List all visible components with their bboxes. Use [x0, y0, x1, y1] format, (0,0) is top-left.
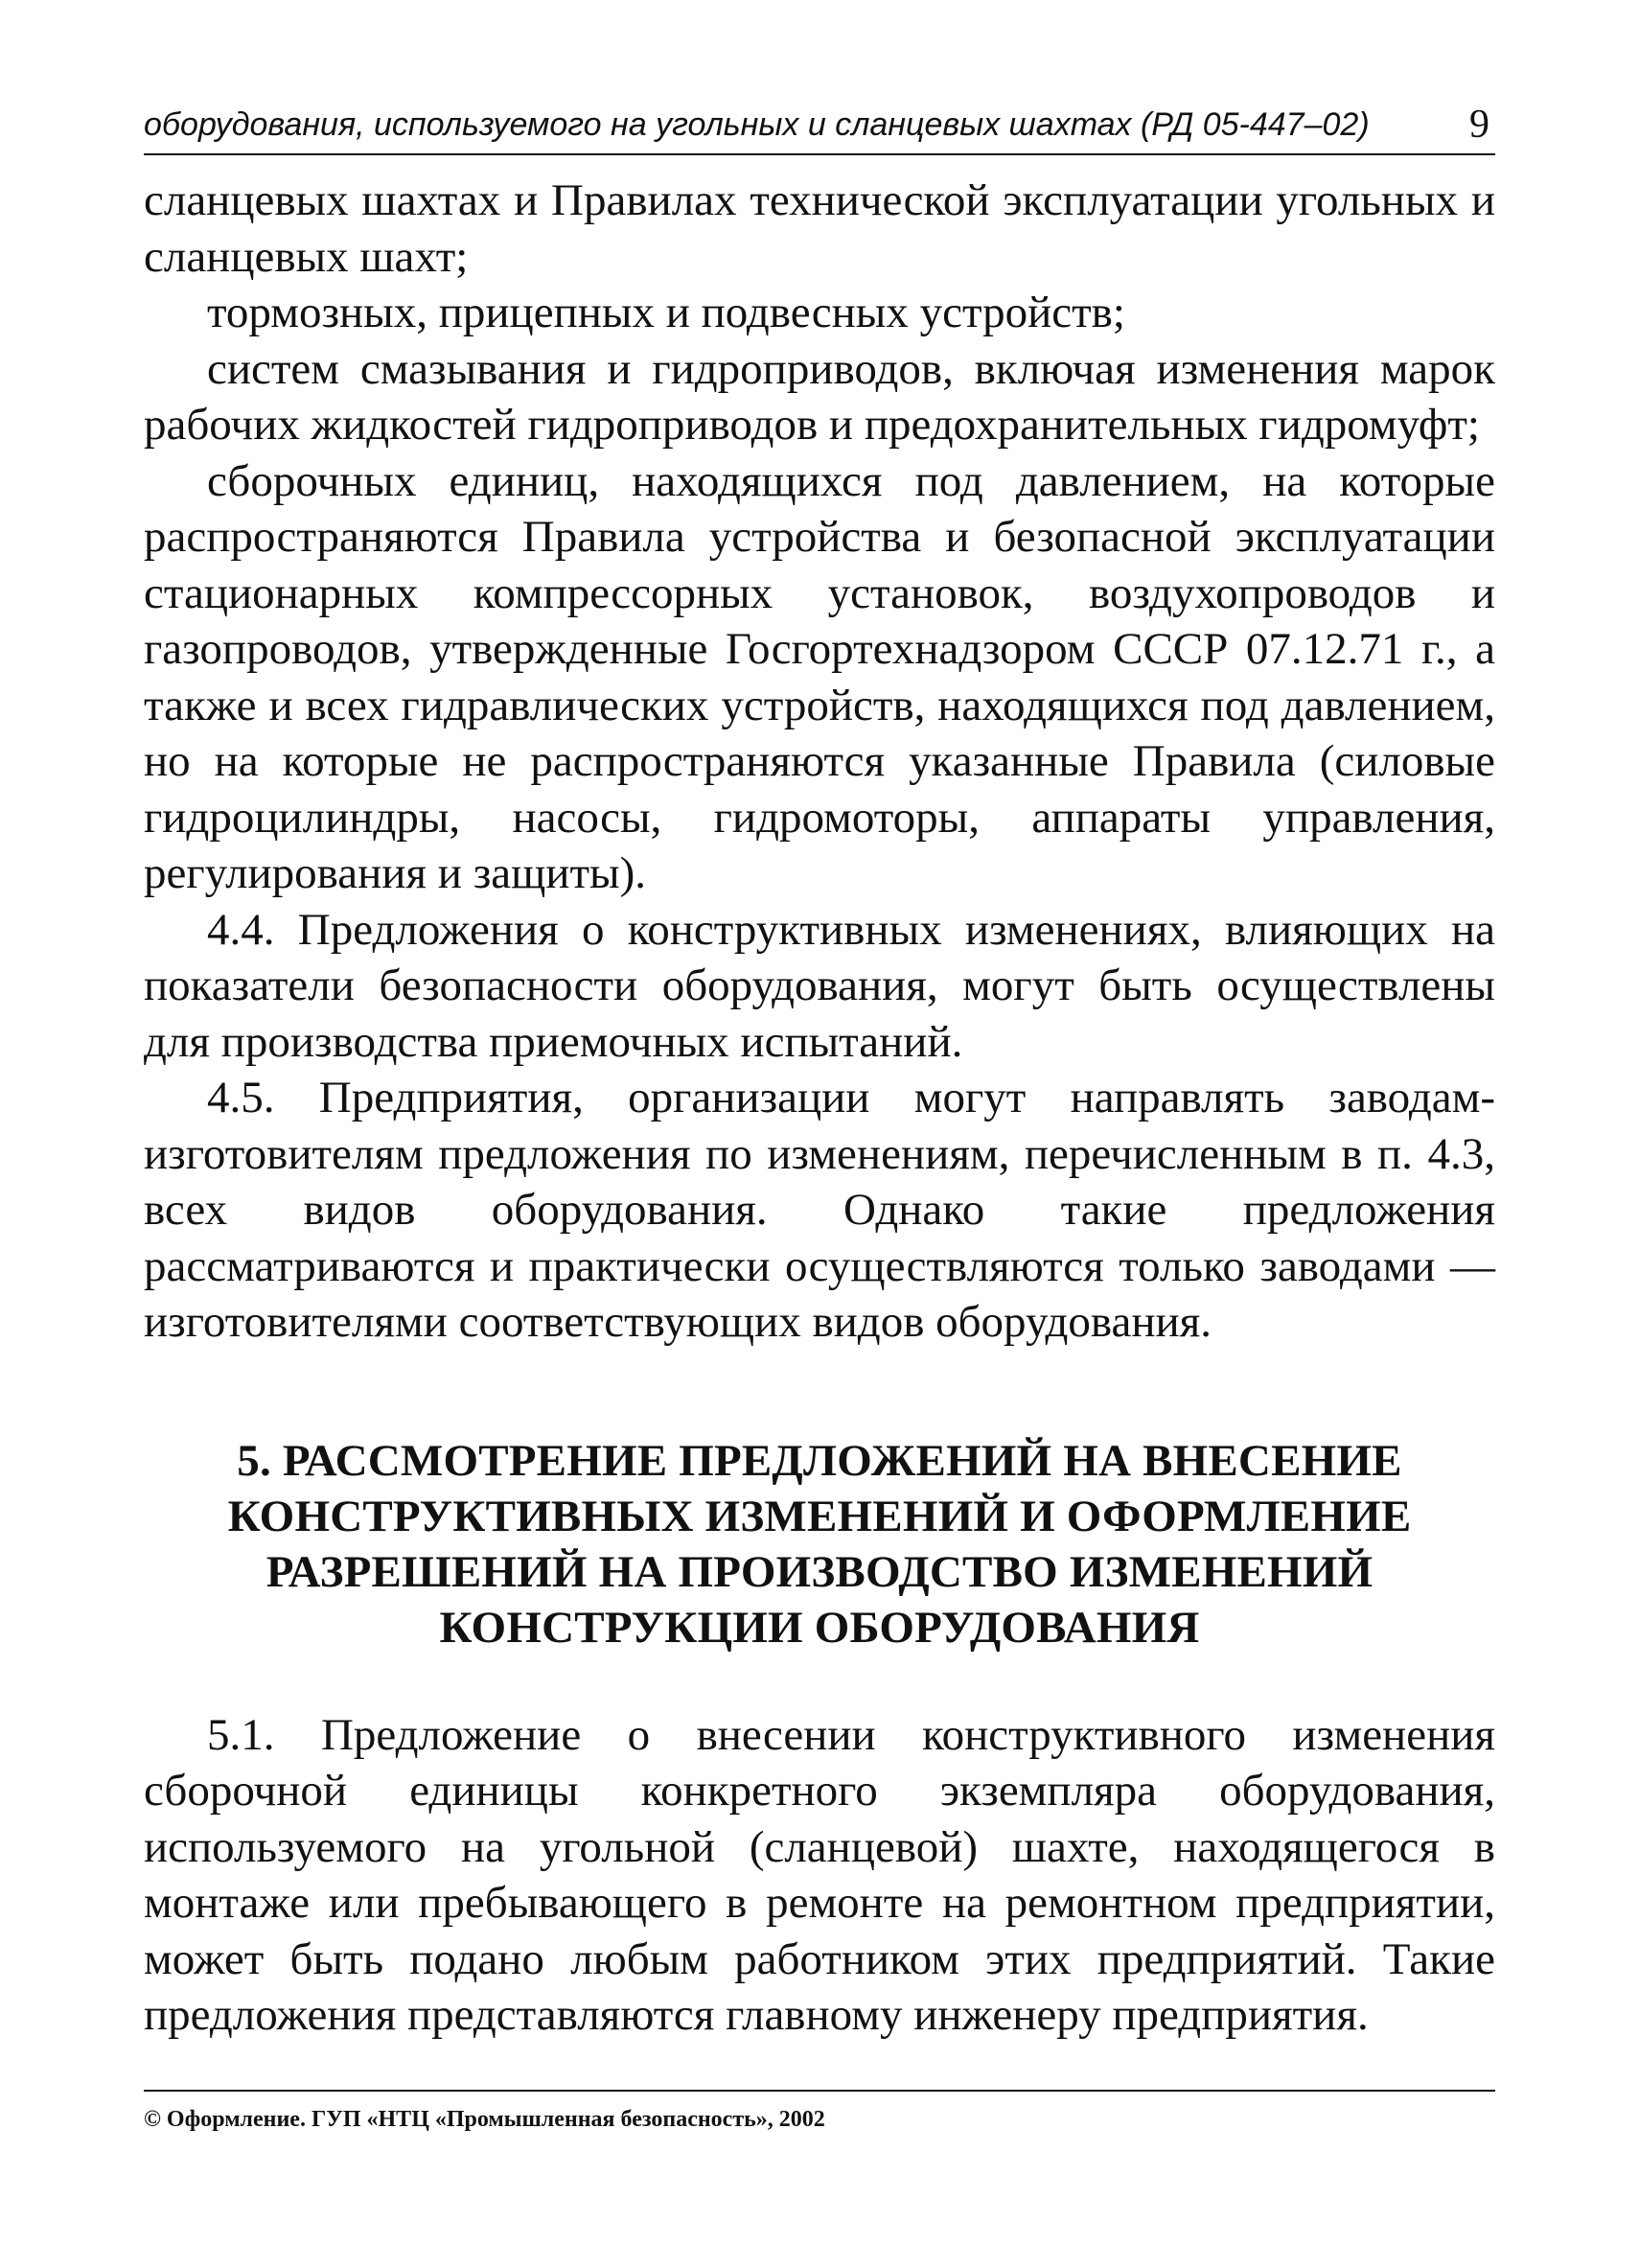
paragraph-5-1: 5.1. Предложение о внесении конструктивного изменения сборочной единицы конкретного экземпляра оборудования, используемого на угольной (сланцевой) шахте, находящегося в монтаже или пребывающего в ремонте на ремонтном предприятии, может быть подано любым работником этих предприятий. Такие предложения представляются главному инженеру предприятия. [144, 1709, 1495, 2040]
document-page [144, 104, 1495, 2044]
paragraph-4-5: 4.5. Предприятия, организации могут направлять заводам-изготовителям предложения по изменениям, перечисленным в п. 4.3, всех видов оборудования. Однако такие предложения рассматриваются и практически осуществляются только заводами — изготовителями соответствующих видов оборудования. [144, 1073, 1495, 1347]
paragraph-pressure-units: сборочных единиц, находящихся под давлением, на которые распространяются Правила устройства и безопасной эксплуатации стационарных компрессорных установок, воздухопроводов и газопроводов, утвержденные Госгортехнадзором СССР 07.12.71 г., а также и всех гидравлических устройств, находящихся под давлением, но на которые не распространяются указанные Правила (силовые гидроцилиндры, насосы, гидромоторы, аппараты управления, регулирования и защиты). [144, 455, 1495, 898]
page-number: 9 [1469, 103, 1489, 147]
paragraph-4-4: 4.4. Предложения о конструктивных изменениях, влияющих на показатели безопасности оборудования, могут быть осуществлены для производства приемочных испытаний. [144, 904, 1495, 1067]
paragraph-lubrication: систем смазывания и гидроприводов, включая изменения марок рабочих жидкостей гидроприводов и предохранительных гидромуфт; [144, 343, 1495, 450]
paragraph-brakes: тормозных, прицепных и подвесных устройств; [207, 288, 1125, 337]
running-title: оборудования, используемого на угольных и сланцевых шахтах (РД 05-447–02) [144, 106, 1370, 143]
paragraph-continuation: сланцевых шахтах и Правилах технической эксплуатации угольных и сланцевых шахт; [144, 175, 1495, 282]
running-header [144, 104, 1495, 155]
section-heading: 5. РАССМОТРЕНИЕ ПРЕДЛОЖЕНИЙ НА ВНЕСЕНИЕ КОНСТРУКТИВНЫХ ИЗМЕНЕНИЙ И ОФОРМЛЕНИЕ РАЗРЕШЕНИЙ НА ПРОИЗВОДСТВО ИЗМЕНЕНИЙ КОНСТРУКЦИИ ОБОРУДОВАНИЯ [227, 1435, 1412, 1653]
copyright-footer: © Оформление. ГУП «НТЦ «Промышленная безопасность», 2002 [144, 2090, 1495, 2134]
body-text [144, 173, 1495, 2044]
